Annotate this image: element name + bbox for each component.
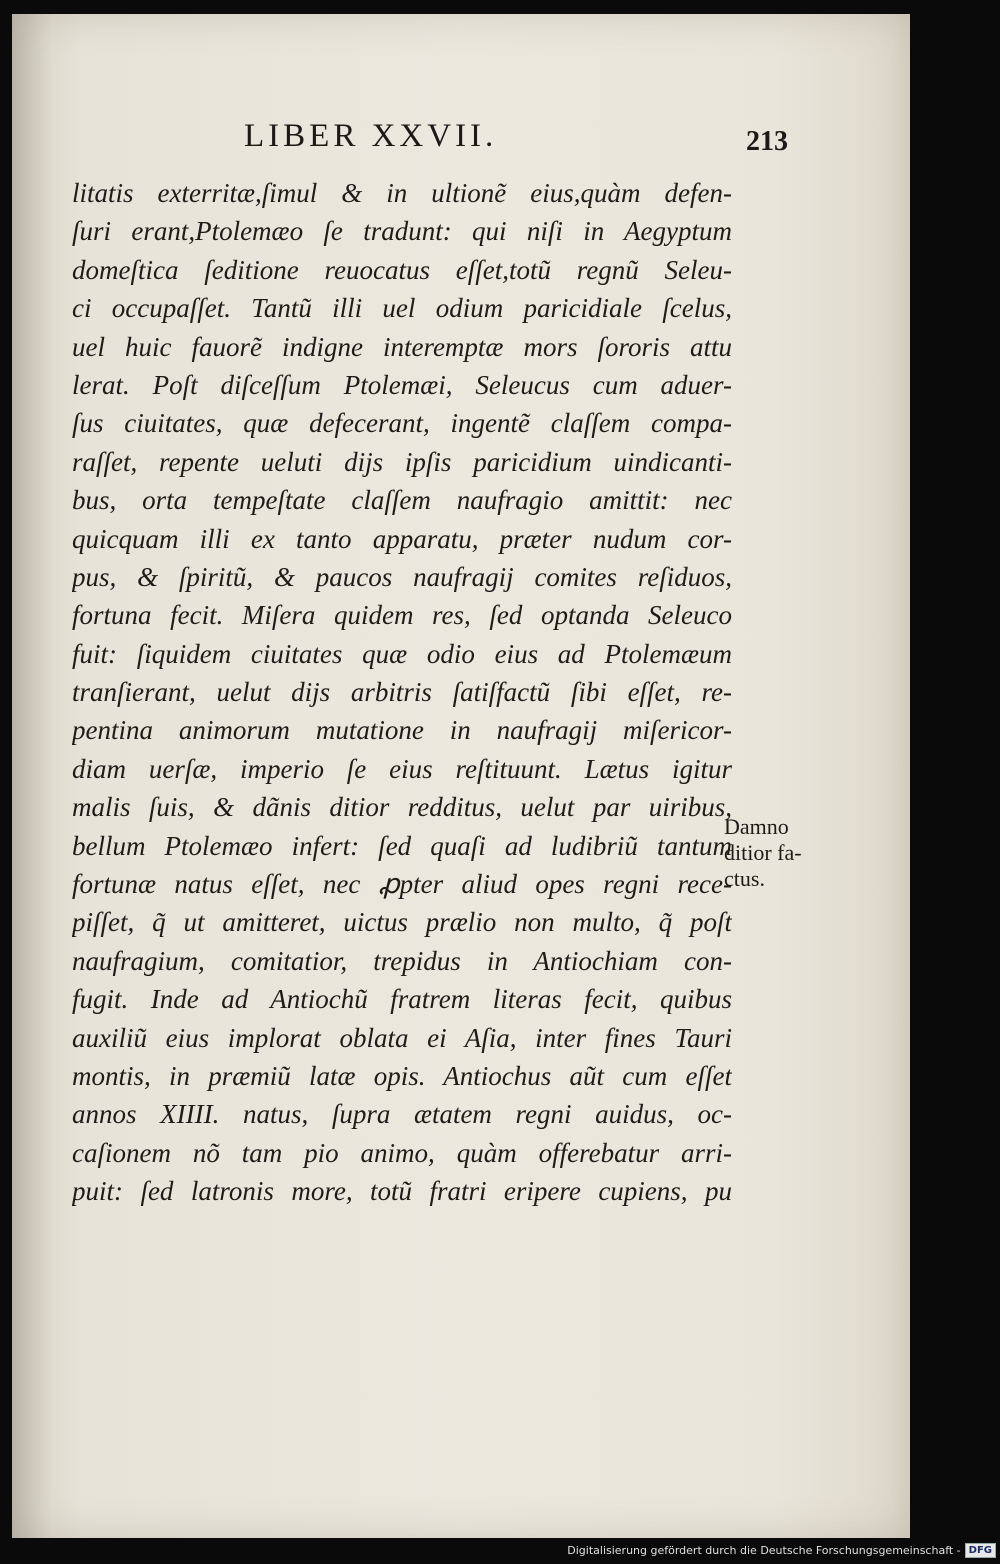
marginal-note-line: Damno [724, 814, 789, 839]
text-line: fuit: ſiquidem ciuitates quæ odio eius ad Ptolemæum [72, 638, 732, 669]
text-line: piſſet, q̃ ut amitteret, uictus prælio non multo, q̃ poſt [72, 907, 732, 938]
text-line: pentina animorum mutatione in naufragij miſericor- [72, 715, 732, 746]
text-line: quicquam illi ex tanto apparatu, præter nudum cor- [72, 523, 732, 554]
text-line: ſus ciuitates, quæ defecerant, ingentẽ claſſem compa- [72, 408, 732, 439]
text-line: auxiliũ eius implorat oblata ei Aſia, inter fines Tauri [72, 1022, 732, 1053]
dfg-logo: DFG [965, 1543, 996, 1558]
footer-credit: Digitalisierung gefördert durch die Deutsche Forschungsgemeinschaft - [567, 1544, 961, 1557]
text-line: bellum Ptolemæo infert: ſed quaſi ad ludibriũ tantum [72, 830, 732, 861]
text-line: litatis exterritæ,ſimul & in ultionẽ eius,quàm defen- [72, 178, 732, 208]
text-line: diam uerſæ, imperio ſe eius reſtituunt. Lætus igitur [72, 753, 732, 784]
text-line: annos XIIII. natus, ſupra ætatem regni auidus, oc- [72, 1099, 732, 1130]
text-line: fortuna fecit. Miſera quidem res, ſed optanda Seleuco [72, 600, 732, 631]
text-line: ci occupaſſet. Tantũ illi uel odium paricidiale ſcelus, [72, 293, 732, 324]
book-page [12, 14, 910, 1538]
marginal-note-line: ditior fa- [724, 840, 802, 865]
page-gutter-shadow [12, 14, 52, 1538]
running-head: LIBER XXVII. [244, 118, 498, 154]
main-text-block [72, 174, 732, 1211]
text-line: raſſet, repente ueluti dijs ipſis paricidium uindicanti- [72, 446, 732, 477]
text-line: puit: ſed latronis more, totũ fratri eripere cupiens, pu [72, 1176, 732, 1207]
text-line: malis ſuis, & dãnis ditior redditus, uelut par uiribus, [72, 792, 732, 823]
digitization-footer [567, 1543, 996, 1558]
text-line: lerat. Poſt diſceſſum Ptolemæi, Seleucus cum aduer- [72, 369, 732, 400]
text-line: fugit. Inde ad Antiochũ fratrem literas fecit, quibus [72, 984, 732, 1015]
text-line: ſuri erant,Ptolemæo ſe tradunt: qui niſi in Aegyptum [72, 216, 732, 247]
text-line: caſionem nõ tam pio animo, quàm offerebatur arri- [72, 1137, 732, 1168]
marginal-note [724, 814, 864, 892]
text-line: tranſierant, uelut dijs arbitris ſatiſfactũ ſibi eſſet, re- [72, 677, 732, 708]
page-number: 213 [746, 126, 788, 157]
text-line: pus, & ſpiritũ, & paucos naufragij comites reſiduos, [72, 561, 732, 592]
text-line: fortunæ natus eſſet, nec ꝓpter aliud opes regni rece- [72, 869, 732, 900]
text-line: domeſtica ſeditione reuocatus eſſet,totũ regnũ Seleu- [72, 254, 732, 285]
text-line: montis, in præmiũ latæ opis. Antiochus aũt cum eſſet [72, 1060, 732, 1091]
marginal-note-line: ctus. [724, 866, 765, 891]
text-line: naufragium, comitatior, trepidus in Antiochiam con- [72, 945, 732, 976]
text-line: uel huic fauorẽ indigne interemptæ mors ſororis attu [72, 331, 732, 362]
text-line: bus, orta tempeſtate claſſem naufragio amittit: nec [72, 485, 732, 516]
